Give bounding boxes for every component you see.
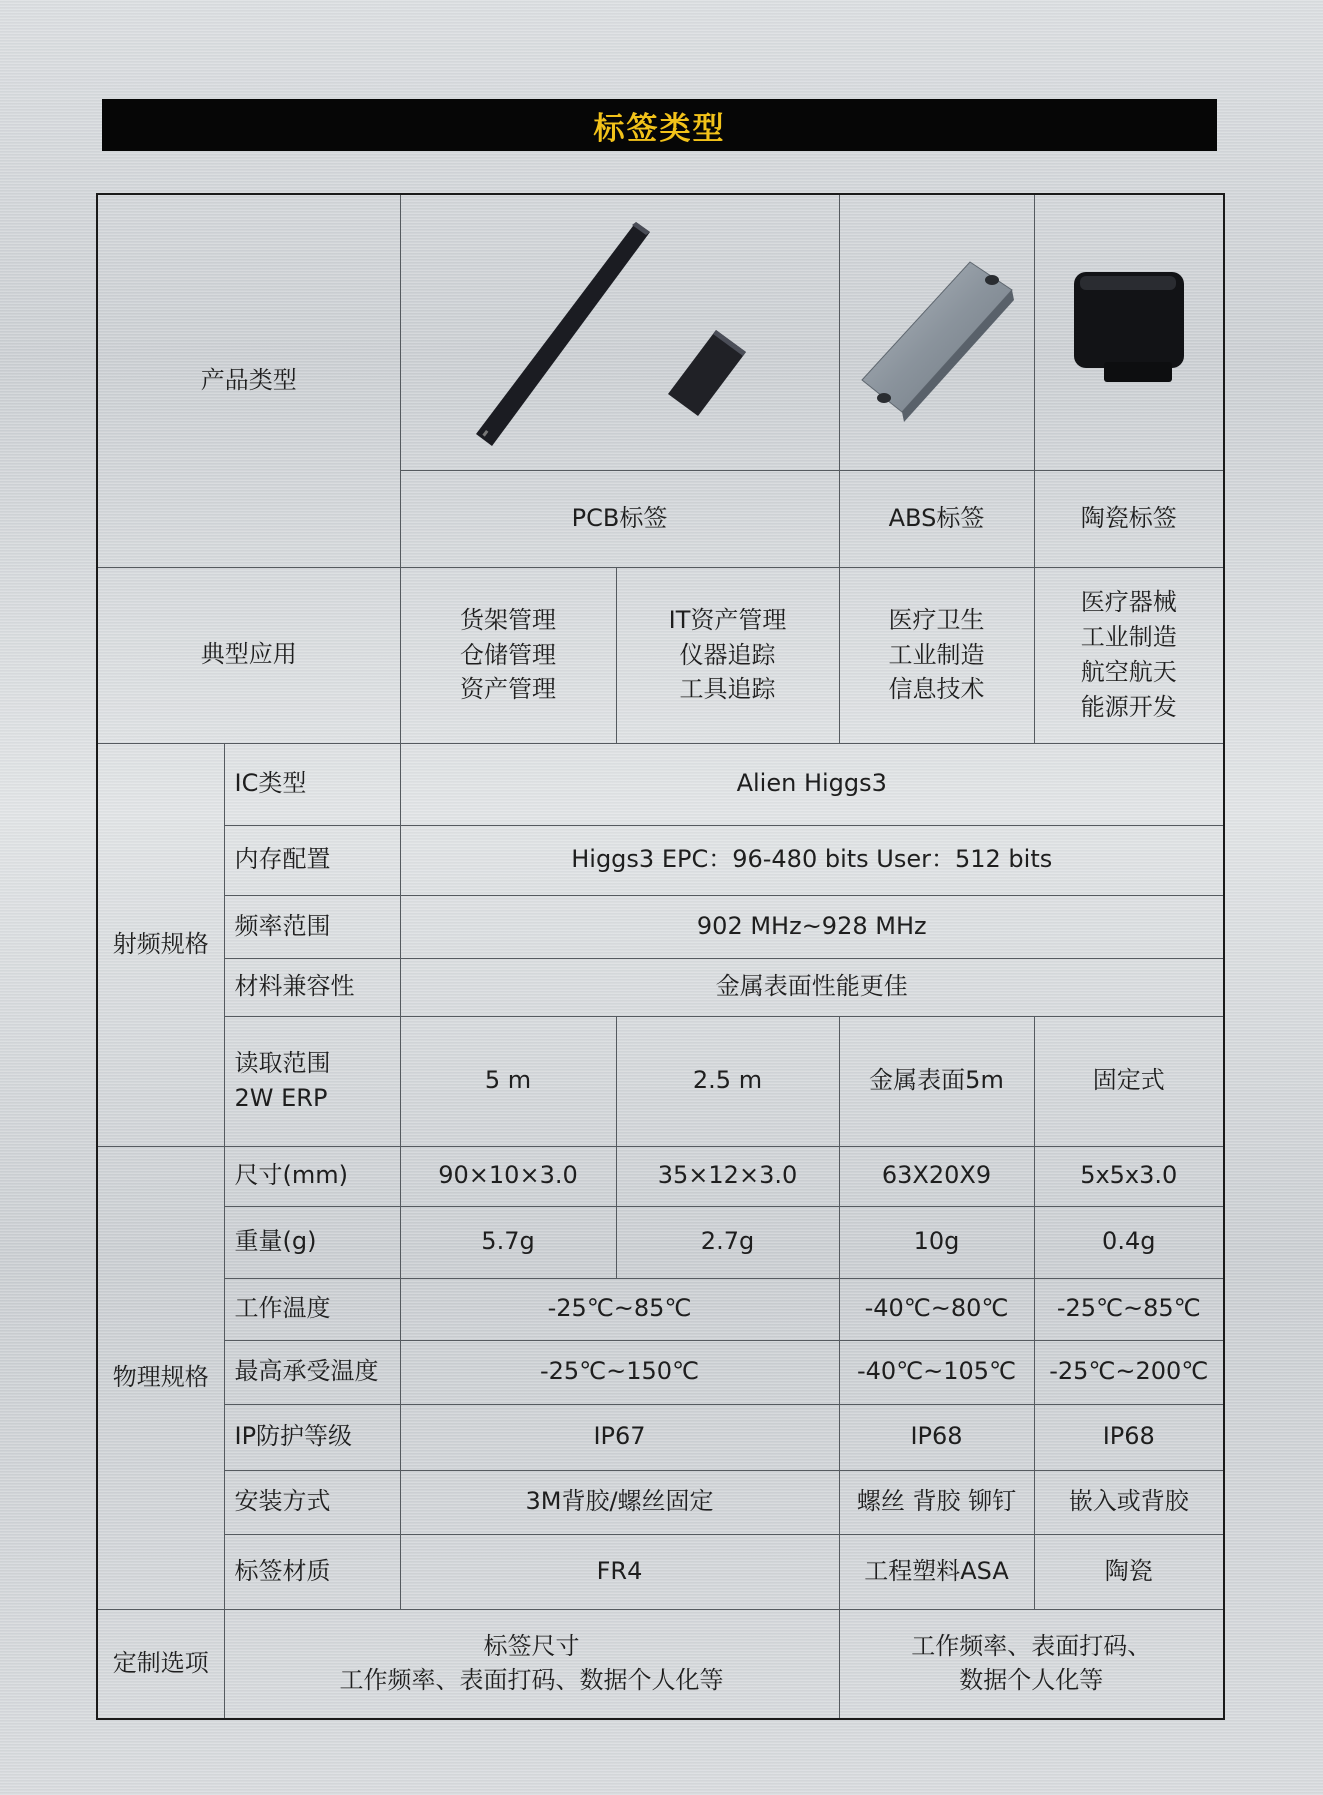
mount-abs: 螺丝 背胶 铆钉 xyxy=(839,1470,1034,1534)
ip-label: IP防护等级 xyxy=(224,1404,400,1470)
application-ceramic: 医疗器械 工业制造 航空航天 能源开发 xyxy=(1034,567,1224,743)
frequency-label: 频率范围 xyxy=(224,895,400,958)
spec-table xyxy=(96,193,1225,1720)
mount-label: 安装方式 xyxy=(224,1470,400,1534)
weight-pcb-b: 2.7g xyxy=(616,1206,839,1278)
read-range-abs: 金属表面5m xyxy=(839,1016,1034,1146)
abs-type-name: ABS标签 xyxy=(839,470,1034,567)
weight-label: 重量(g) xyxy=(224,1206,400,1278)
application-pcb-b: IT资产管理 仪器追踪 工具追踪 xyxy=(616,567,839,743)
tag-material-abs: 工程塑料ASA xyxy=(839,1534,1034,1609)
custom-other: 工作频率、表面打码、 数据个人化等 xyxy=(839,1609,1224,1719)
op-temp-abs: -40℃~80℃ xyxy=(839,1278,1034,1340)
tag-material-pcb: FR4 xyxy=(400,1534,839,1609)
rf-group-label: 射频规格 xyxy=(97,743,224,1146)
custom-label: 定制选项 xyxy=(97,1609,224,1719)
mount-pcb: 3M背胶/螺丝固定 xyxy=(400,1470,839,1534)
ic-value: Alien Higgs3 xyxy=(400,743,1224,825)
physical-group-label: 物理规格 xyxy=(97,1146,224,1609)
product-type-label: 产品类型 xyxy=(97,194,400,567)
size-label: 尺寸(mm) xyxy=(224,1146,400,1206)
pcb-long-tag-icon xyxy=(476,222,650,446)
ic-label: IC类型 xyxy=(224,743,400,825)
application-label: 典型应用 xyxy=(97,567,400,743)
max-temp-pcb: -25℃~150℃ xyxy=(400,1340,839,1404)
size-ceramic: 5x5x3.0 xyxy=(1034,1146,1224,1206)
ceramic-tag-icon xyxy=(1036,202,1222,462)
max-temp-ceramic: -25℃~200℃ xyxy=(1034,1340,1224,1404)
op-temp-ceramic: -25℃~85℃ xyxy=(1034,1278,1224,1340)
ceramic-image-cell xyxy=(1034,194,1224,470)
custom-pcb: 标签尺寸 工作频率、表面打码、数据个人化等 xyxy=(224,1609,839,1719)
mount-ceramic: 嵌入或背胶 xyxy=(1034,1470,1224,1534)
tag-material-label: 标签材质 xyxy=(224,1534,400,1609)
application-pcb-a: 货架管理 仓储管理 资产管理 xyxy=(400,567,616,743)
size-pcb-a: 90×10×3.0 xyxy=(400,1146,616,1206)
pcb-tags-image xyxy=(410,202,830,462)
read-range-pcb-a: 5 m xyxy=(400,1016,616,1146)
read-range-ceramic: 固定式 xyxy=(1034,1016,1224,1146)
weight-ceramic: 0.4g xyxy=(1034,1206,1224,1278)
abs-image-cell xyxy=(839,194,1034,470)
pcb-type-name: PCB标签 xyxy=(400,470,839,567)
application-abs: 医疗卫生 工业制造 信息技术 xyxy=(839,567,1034,743)
material-compat-label: 材料兼容性 xyxy=(224,958,400,1016)
ip-pcb: IP67 xyxy=(400,1404,839,1470)
abs-tag-icon xyxy=(842,202,1032,462)
op-temp-pcb: -25℃~85℃ xyxy=(400,1278,839,1340)
ip-abs: IP68 xyxy=(839,1404,1034,1470)
op-temp-label: 工作温度 xyxy=(224,1278,400,1340)
frequency-value: 902 MHz~928 MHz xyxy=(400,895,1224,958)
weight-pcb-a: 5.7g xyxy=(400,1206,616,1278)
page-title: 标签类型 xyxy=(593,110,726,147)
memory-value: Higgs3 EPC：96-480 bits User：512 bits xyxy=(400,825,1224,895)
tag-material-ceramic: 陶瓷 xyxy=(1034,1534,1224,1609)
size-pcb-b: 35×12×3.0 xyxy=(616,1146,839,1206)
memory-label: 内存配置 xyxy=(224,825,400,895)
max-temp-label: 最高承受温度 xyxy=(224,1340,400,1404)
weight-abs: 10g xyxy=(839,1206,1034,1278)
size-abs: 63X20X9 xyxy=(839,1146,1034,1206)
ceramic-type-name: 陶瓷标签 xyxy=(1034,470,1224,567)
read-range-pcb-b: 2.5 m xyxy=(616,1016,839,1146)
pcb-short-tag-icon xyxy=(668,330,746,416)
title-bar xyxy=(102,99,1217,151)
pcb-image-cell xyxy=(400,194,839,470)
read-range-label: 读取范围 2W ERP xyxy=(224,1016,400,1146)
material-compat-value: 金属表面性能更佳 xyxy=(400,958,1224,1016)
max-temp-abs: -40℃~105℃ xyxy=(839,1340,1034,1404)
ip-ceramic: IP68 xyxy=(1034,1404,1224,1470)
